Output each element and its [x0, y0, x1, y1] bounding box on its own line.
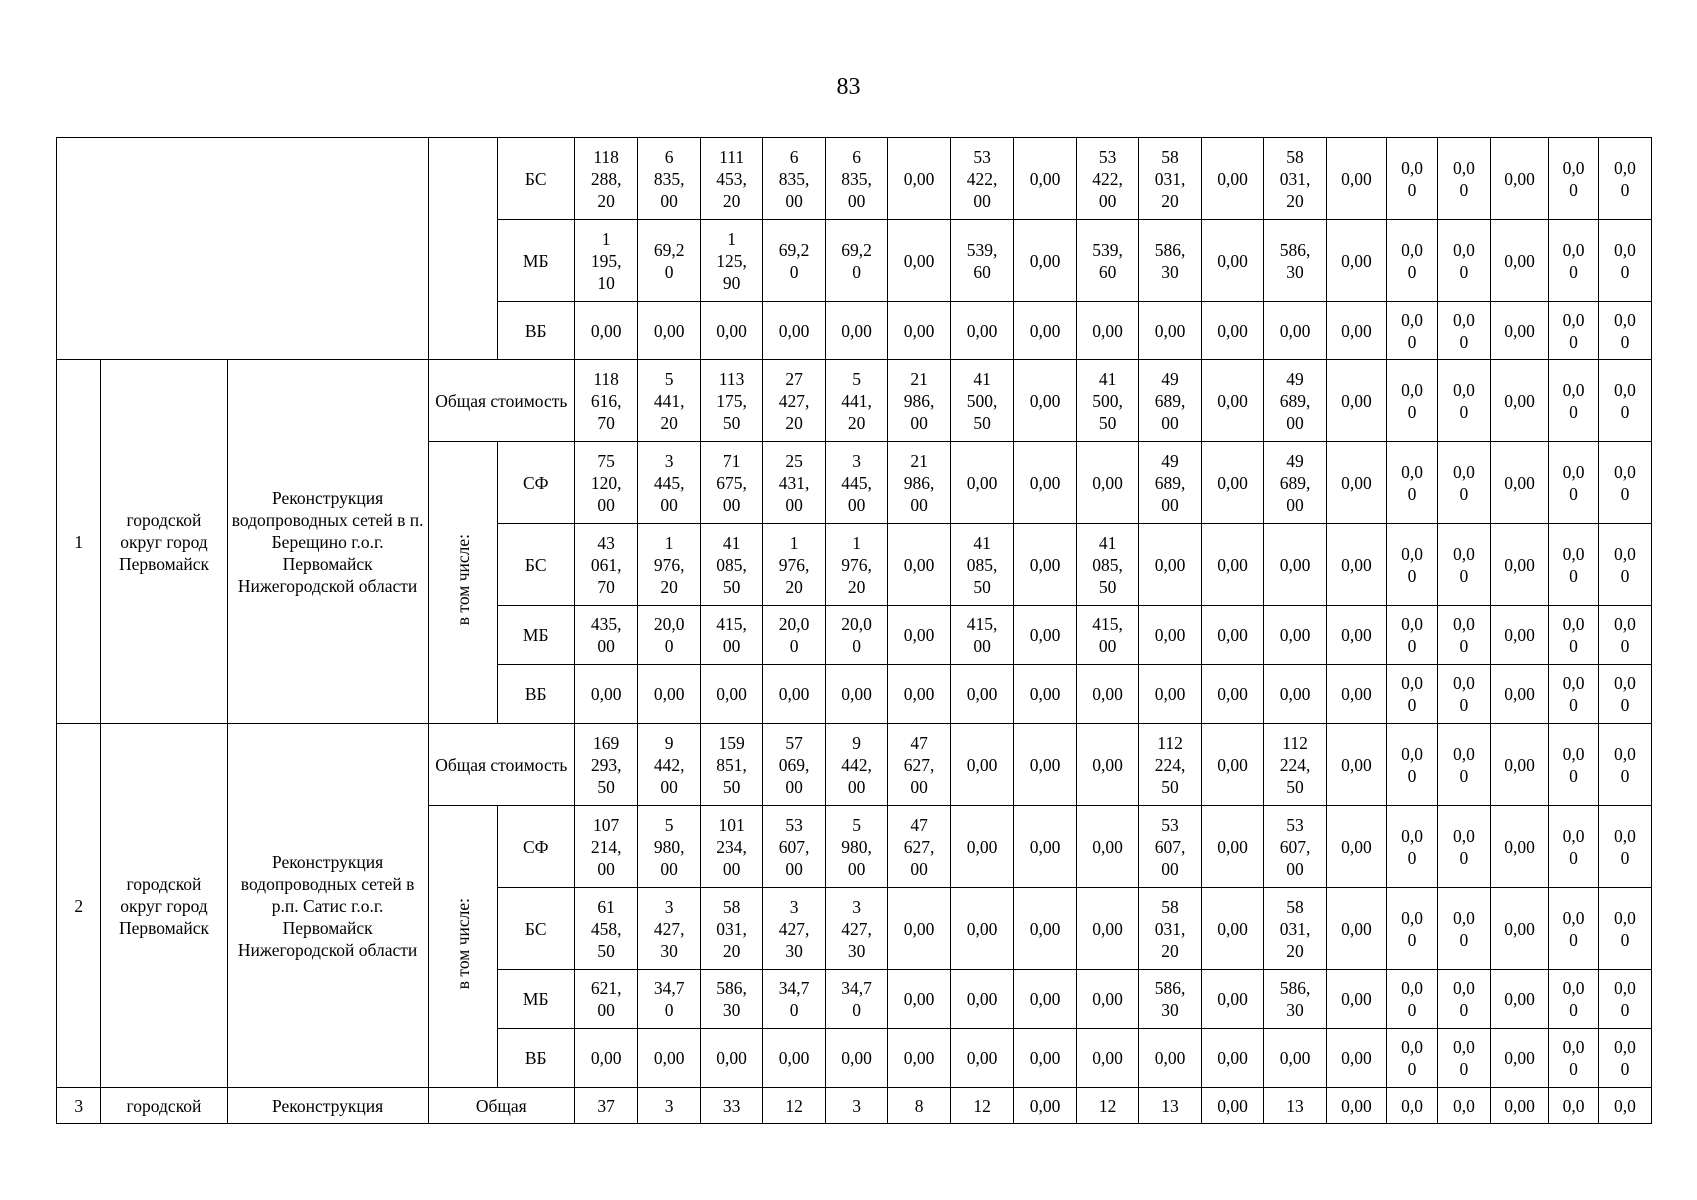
- value-cell: 621, 00: [574, 970, 638, 1029]
- value-cell: 0,00: [1201, 524, 1263, 606]
- value-cell: 3 445, 00: [638, 442, 700, 524]
- value-cell: 0,00: [1076, 970, 1138, 1029]
- value-cell: 0,00: [950, 1029, 1014, 1088]
- value-cell: 0,00: [825, 302, 887, 360]
- value-cell: 0,0 0: [1437, 665, 1490, 724]
- value-cell: 0,0 0: [1549, 665, 1599, 724]
- value-cell: 0,00: [1201, 138, 1263, 220]
- value-cell: 53 422, 00: [950, 138, 1014, 220]
- value-cell: 0,0 0: [1549, 220, 1599, 302]
- value-cell: 3 427, 30: [763, 888, 825, 970]
- value-cell: 0,00: [1490, 806, 1548, 888]
- including-label: [428, 442, 497, 724]
- value-cell: 0,00: [888, 138, 950, 220]
- value-cell: 0,0: [1437, 1088, 1490, 1124]
- value-cell: 49 689, 00: [1264, 360, 1326, 442]
- value-cell: 71 675, 00: [700, 442, 762, 524]
- value-cell: 0,0 0: [1549, 442, 1599, 524]
- value-cell: 3 445, 00: [825, 442, 887, 524]
- value-cell: 0,00: [1201, 970, 1263, 1029]
- value-cell: 0,0 0: [1549, 970, 1599, 1029]
- value-cell: 169 293, 50: [574, 724, 638, 806]
- value-cell: 3 427, 30: [638, 888, 700, 970]
- value-cell: 20,0 0: [763, 606, 825, 665]
- value-cell: 33: [700, 1088, 762, 1124]
- value-cell: 0,0 0: [1598, 220, 1651, 302]
- value-cell: 13: [1264, 1088, 1326, 1124]
- value-cell: 5 980, 00: [825, 806, 887, 888]
- value-cell: 41 500, 50: [950, 360, 1014, 442]
- value-cell: 0,00: [700, 302, 762, 360]
- table-row: [57, 724, 1652, 806]
- funding-source-cell: ВБ: [497, 665, 574, 724]
- total-cost-label: Общая стоимость: [428, 360, 574, 442]
- value-cell: 0,0 0: [1387, 442, 1438, 524]
- funding-source-cell: СФ: [497, 442, 574, 524]
- value-cell: 0,0 0: [1549, 724, 1599, 806]
- continued-label-cell: [428, 138, 497, 360]
- value-cell: 0,00: [825, 1029, 887, 1088]
- value-cell: 57 069, 00: [763, 724, 825, 806]
- value-cell: 58 031, 20: [1139, 888, 1201, 970]
- value-cell: 0,0 0: [1598, 724, 1651, 806]
- value-cell: 69,2 0: [638, 220, 700, 302]
- value-cell: 34,7 0: [825, 970, 887, 1029]
- value-cell: 0,0 0: [1598, 360, 1651, 442]
- project-name-cell: Реконструкция водопроводных сетей в р.п. Сатис г.о.г. Первомайск Нижегородской области: [227, 724, 428, 1088]
- value-cell: 586, 30: [1139, 970, 1201, 1029]
- funding-source-cell: СФ: [497, 806, 574, 888]
- value-cell: 111 453, 20: [700, 138, 762, 220]
- value-cell: 0,00: [1490, 360, 1548, 442]
- value-cell: 0,0 0: [1387, 888, 1438, 970]
- funding-source-cell: ВБ: [497, 302, 574, 360]
- value-cell: 13: [1139, 1088, 1201, 1124]
- value-cell: 6 835, 00: [825, 138, 887, 220]
- value-cell: 0,00: [888, 888, 950, 970]
- value-cell: 0,00: [1326, 138, 1386, 220]
- funding-source-cell: БС: [497, 888, 574, 970]
- value-cell: 1 976, 20: [638, 524, 700, 606]
- value-cell: 0,00: [1201, 806, 1263, 888]
- value-cell: 0,0 0: [1549, 806, 1599, 888]
- value-cell: 0,00: [1014, 665, 1076, 724]
- funding-source-cell: МБ: [497, 220, 574, 302]
- value-cell: 47 627, 00: [888, 806, 950, 888]
- value-cell: 0,00: [1264, 302, 1326, 360]
- value-cell: 101 234, 00: [700, 806, 762, 888]
- value-cell: 0,0 0: [1437, 1029, 1490, 1088]
- value-cell: 539, 60: [950, 220, 1014, 302]
- value-cell: 12: [763, 1088, 825, 1124]
- value-cell: 0,00: [763, 302, 825, 360]
- value-cell: 6 835, 00: [638, 138, 700, 220]
- value-cell: 9 442, 00: [825, 724, 887, 806]
- value-cell: 0,00: [1201, 724, 1263, 806]
- value-cell: 0,00: [1490, 524, 1548, 606]
- row-number: 1: [57, 360, 101, 724]
- value-cell: 0,00: [763, 665, 825, 724]
- value-cell: 69,2 0: [763, 220, 825, 302]
- row-number: 3: [57, 1088, 101, 1124]
- value-cell: 0,0 0: [1437, 806, 1490, 888]
- value-cell: 21 986, 00: [888, 360, 950, 442]
- value-cell: 37: [574, 1088, 638, 1124]
- value-cell: 0,0 0: [1549, 524, 1599, 606]
- value-cell: 0,00: [1490, 442, 1548, 524]
- value-cell: 0,00: [888, 665, 950, 724]
- value-cell: 586, 30: [700, 970, 762, 1029]
- value-cell: 0,0 0: [1598, 606, 1651, 665]
- value-cell: 0,0 0: [1387, 524, 1438, 606]
- value-cell: 0,00: [1014, 302, 1076, 360]
- value-cell: 58 031, 20: [1264, 888, 1326, 970]
- value-cell: 539, 60: [1076, 220, 1138, 302]
- value-cell: 0,00: [1201, 302, 1263, 360]
- funding-source-cell: БС: [497, 524, 574, 606]
- value-cell: 5 980, 00: [638, 806, 700, 888]
- value-cell: 0,0 0: [1437, 138, 1490, 220]
- value-cell: 0,0: [1549, 1088, 1599, 1124]
- value-cell: 0,00: [638, 1029, 700, 1088]
- value-cell: 0,0: [1598, 1088, 1651, 1124]
- value-cell: 49 689, 00: [1139, 360, 1201, 442]
- value-cell: 0,00: [825, 665, 887, 724]
- value-cell: 49 689, 00: [1264, 442, 1326, 524]
- value-cell: 0,0 0: [1437, 220, 1490, 302]
- value-cell: 0,00: [1326, 220, 1386, 302]
- value-cell: 53 607, 00: [763, 806, 825, 888]
- value-cell: 53 607, 00: [1139, 806, 1201, 888]
- value-cell: 0,00: [1076, 724, 1138, 806]
- value-cell: 0,00: [1139, 665, 1201, 724]
- value-cell: 0,00: [888, 970, 950, 1029]
- value-cell: 0,00: [1076, 888, 1138, 970]
- value-cell: 0,0 0: [1437, 724, 1490, 806]
- value-cell: 0,0 0: [1598, 302, 1651, 360]
- value-cell: 34,7 0: [763, 970, 825, 1029]
- value-cell: 0,00: [888, 302, 950, 360]
- value-cell: 0,0 0: [1387, 806, 1438, 888]
- funding-source-cell: МБ: [497, 970, 574, 1029]
- value-cell: 0,00: [1201, 1029, 1263, 1088]
- value-cell: 0,0 0: [1549, 606, 1599, 665]
- value-cell: 118 616, 70: [574, 360, 638, 442]
- value-cell: 0,00: [1326, 970, 1386, 1029]
- value-cell: 112 224, 50: [1264, 724, 1326, 806]
- value-cell: 27 427, 20: [763, 360, 825, 442]
- value-cell: 0,00: [1201, 220, 1263, 302]
- value-cell: 0,0 0: [1549, 888, 1599, 970]
- value-cell: 0,00: [1201, 1088, 1263, 1124]
- value-cell: 0,00: [888, 220, 950, 302]
- value-cell: 112 224, 50: [1139, 724, 1201, 806]
- value-cell: 0,00: [1490, 1088, 1548, 1124]
- value-cell: 0,00: [1139, 1029, 1201, 1088]
- value-cell: 0,00: [1326, 524, 1386, 606]
- value-cell: 0,00: [1014, 442, 1076, 524]
- value-cell: 0,0 0: [1437, 442, 1490, 524]
- value-cell: 0,00: [1264, 1029, 1326, 1088]
- value-cell: 0,00: [1014, 220, 1076, 302]
- value-cell: 0,00: [1326, 606, 1386, 665]
- value-cell: 0,0 0: [1598, 665, 1651, 724]
- value-cell: 0,0 0: [1437, 606, 1490, 665]
- value-cell: 0,00: [1201, 360, 1263, 442]
- value-cell: 0,00: [888, 524, 950, 606]
- value-cell: 0,0 0: [1437, 360, 1490, 442]
- value-cell: 3 427, 30: [825, 888, 887, 970]
- value-cell: 69,2 0: [825, 220, 887, 302]
- value-cell: 41 085, 50: [950, 524, 1014, 606]
- value-cell: 0,0 0: [1598, 806, 1651, 888]
- value-cell: 0,00: [950, 888, 1014, 970]
- value-cell: 0,0 0: [1437, 970, 1490, 1029]
- table-row: [57, 138, 1652, 220]
- value-cell: 0,00: [1139, 606, 1201, 665]
- project-name-cell: Реконструкция водопроводных сетей в п. Берещино г.о.г. Первомайск Нижегородской области: [227, 360, 428, 724]
- value-cell: 9 442, 00: [638, 724, 700, 806]
- value-cell: 0,0 0: [1598, 970, 1651, 1029]
- continued-header-cell: [57, 138, 429, 360]
- value-cell: 49 689, 00: [1139, 442, 1201, 524]
- value-cell: 586, 30: [1264, 220, 1326, 302]
- value-cell: 0,00: [1326, 442, 1386, 524]
- value-cell: 0,00: [1076, 806, 1138, 888]
- value-cell: 12: [950, 1088, 1014, 1124]
- value-cell: 58 031, 20: [700, 888, 762, 970]
- funding-table: [56, 137, 1652, 1124]
- vertical-label: в том числе:: [452, 534, 473, 626]
- value-cell: 6 835, 00: [763, 138, 825, 220]
- value-cell: 586, 30: [1139, 220, 1201, 302]
- funding-source-cell: БС: [497, 138, 574, 220]
- value-cell: 0,00: [1264, 606, 1326, 665]
- value-cell: 0,00: [1139, 302, 1201, 360]
- value-cell: 0,00: [1076, 442, 1138, 524]
- value-cell: 12: [1076, 1088, 1138, 1124]
- value-cell: 435, 00: [574, 606, 638, 665]
- municipality-cell: городской округ город Первомайск: [101, 724, 227, 1088]
- value-cell: 113 175, 50: [700, 360, 762, 442]
- value-cell: 0,00: [950, 665, 1014, 724]
- value-cell: 41 085, 50: [1076, 524, 1138, 606]
- value-cell: 0,00: [700, 665, 762, 724]
- value-cell: 0,0 0: [1549, 138, 1599, 220]
- value-cell: 0,00: [638, 665, 700, 724]
- value-cell: 58 031, 20: [1264, 138, 1326, 220]
- value-cell: 0,0 0: [1387, 302, 1438, 360]
- value-cell: 41 500, 50: [1076, 360, 1138, 442]
- value-cell: 0,00: [1076, 665, 1138, 724]
- value-cell: 3: [638, 1088, 700, 1124]
- value-cell: 0,00: [1014, 970, 1076, 1029]
- value-cell: 34,7 0: [638, 970, 700, 1029]
- value-cell: 0,0 0: [1387, 724, 1438, 806]
- table-row: [57, 360, 1652, 442]
- municipality-cell: городской: [101, 1088, 227, 1124]
- value-cell: 0,00: [1264, 665, 1326, 724]
- value-cell: 0,0 0: [1598, 442, 1651, 524]
- value-cell: 5 441, 20: [825, 360, 887, 442]
- funding-source-cell: ВБ: [497, 1029, 574, 1088]
- value-cell: 415, 00: [1076, 606, 1138, 665]
- value-cell: 0,00: [1490, 970, 1548, 1029]
- value-cell: 0,00: [950, 970, 1014, 1029]
- value-cell: 0,00: [1201, 606, 1263, 665]
- value-cell: 0,00: [888, 606, 950, 665]
- row-number: 2: [57, 724, 101, 1088]
- value-cell: 0,00: [1201, 442, 1263, 524]
- value-cell: 0,00: [1201, 665, 1263, 724]
- value-cell: 0,0 0: [1549, 1029, 1599, 1088]
- value-cell: 0,0 0: [1437, 524, 1490, 606]
- value-cell: 0,00: [1014, 1088, 1076, 1124]
- value-cell: 0,0 0: [1598, 524, 1651, 606]
- value-cell: 586, 30: [1264, 970, 1326, 1029]
- value-cell: 0,0 0: [1387, 970, 1438, 1029]
- value-cell: 0,00: [1076, 1029, 1138, 1088]
- value-cell: 8: [888, 1088, 950, 1124]
- funding-source-cell: МБ: [497, 606, 574, 665]
- vertical-label: в том числе:: [452, 898, 473, 990]
- value-cell: 0,00: [1076, 302, 1138, 360]
- value-cell: 20,0 0: [825, 606, 887, 665]
- value-cell: 0,00: [1490, 888, 1548, 970]
- page-number: 83: [836, 74, 861, 100]
- value-cell: 20,0 0: [638, 606, 700, 665]
- value-cell: 0,0 0: [1598, 138, 1651, 220]
- including-label: [428, 806, 497, 1088]
- value-cell: 41 085, 50: [700, 524, 762, 606]
- value-cell: 0,0 0: [1598, 1029, 1651, 1088]
- value-cell: 5 441, 20: [638, 360, 700, 442]
- value-cell: 0,00: [1014, 360, 1076, 442]
- project-name-cell: Реконструкция: [227, 1088, 428, 1124]
- value-cell: 47 627, 00: [888, 724, 950, 806]
- value-cell: 0,00: [1326, 665, 1386, 724]
- value-cell: 0,00: [1014, 606, 1076, 665]
- value-cell: 0,00: [950, 806, 1014, 888]
- value-cell: 61 458, 50: [574, 888, 638, 970]
- value-cell: 0,0 0: [1549, 360, 1599, 442]
- value-cell: 0,00: [1490, 1029, 1548, 1088]
- value-cell: 0,00: [1014, 138, 1076, 220]
- value-cell: 0,00: [574, 1029, 638, 1088]
- value-cell: 0,0 0: [1549, 302, 1599, 360]
- value-cell: 415, 00: [950, 606, 1014, 665]
- value-cell: 0,0 0: [1437, 888, 1490, 970]
- municipality-cell: городской округ город Первомайск: [101, 360, 227, 724]
- value-cell: 0,00: [950, 302, 1014, 360]
- value-cell: 0,00: [950, 724, 1014, 806]
- value-cell: 0,00: [574, 302, 638, 360]
- value-cell: 0,00: [1490, 665, 1548, 724]
- value-cell: 0,00: [1326, 888, 1386, 970]
- value-cell: 107 214, 00: [574, 806, 638, 888]
- value-cell: 0,00: [1490, 302, 1548, 360]
- value-cell: 0,0 0: [1387, 606, 1438, 665]
- value-cell: 1 976, 20: [825, 524, 887, 606]
- value-cell: 0,00: [1326, 1029, 1386, 1088]
- value-cell: 1 125, 90: [700, 220, 762, 302]
- value-cell: 0,0 0: [1387, 665, 1438, 724]
- value-cell: 53 422, 00: [1076, 138, 1138, 220]
- value-cell: 0,0 0: [1387, 360, 1438, 442]
- value-cell: 0,00: [700, 1029, 762, 1088]
- value-cell: 0,00: [763, 1029, 825, 1088]
- value-cell: 0,00: [1014, 724, 1076, 806]
- value-cell: 0,00: [1014, 888, 1076, 970]
- value-cell: 0,00: [1201, 888, 1263, 970]
- value-cell: 1 976, 20: [763, 524, 825, 606]
- value-cell: 415, 00: [700, 606, 762, 665]
- value-cell: 0,0 0: [1598, 888, 1651, 970]
- value-cell: 1 195, 10: [574, 220, 638, 302]
- total-cost-label: Общая стоимость: [428, 724, 574, 806]
- value-cell: 3: [825, 1088, 887, 1124]
- value-cell: 0,0 0: [1387, 138, 1438, 220]
- value-cell: 58 031, 20: [1139, 138, 1201, 220]
- value-cell: 0,00: [638, 302, 700, 360]
- value-cell: 0,0 0: [1437, 302, 1490, 360]
- value-cell: 0,00: [574, 665, 638, 724]
- value-cell: 0,00: [1326, 806, 1386, 888]
- value-cell: 0,00: [888, 1029, 950, 1088]
- value-cell: 53 607, 00: [1264, 806, 1326, 888]
- value-cell: 0,00: [1326, 302, 1386, 360]
- value-cell: 25 431, 00: [763, 442, 825, 524]
- value-cell: 0,00: [1139, 524, 1201, 606]
- value-cell: 0,00: [1326, 724, 1386, 806]
- value-cell: 0,0 0: [1387, 1029, 1438, 1088]
- value-cell: 0,0: [1387, 1088, 1438, 1124]
- value-cell: 159 851, 50: [700, 724, 762, 806]
- table-row: [57, 1088, 1652, 1124]
- value-cell: 0,00: [1264, 524, 1326, 606]
- value-cell: 0,00: [1490, 724, 1548, 806]
- value-cell: 0,00: [1326, 1088, 1386, 1124]
- value-cell: 0,00: [1490, 606, 1548, 665]
- value-cell: 0,00: [950, 442, 1014, 524]
- value-cell: 0,00: [1326, 360, 1386, 442]
- value-cell: 0,0 0: [1387, 220, 1438, 302]
- value-cell: 0,00: [1014, 806, 1076, 888]
- value-cell: 0,00: [1014, 524, 1076, 606]
- value-cell: 0,00: [1014, 1029, 1076, 1088]
- value-cell: 0,00: [1490, 138, 1548, 220]
- value-cell: 0,00: [1490, 220, 1548, 302]
- value-cell: 118 288, 20: [574, 138, 638, 220]
- value-cell: 43 061, 70: [574, 524, 638, 606]
- value-cell: 75 120, 00: [574, 442, 638, 524]
- total-cost-label: Общая: [428, 1088, 574, 1124]
- value-cell: 21 986, 00: [888, 442, 950, 524]
